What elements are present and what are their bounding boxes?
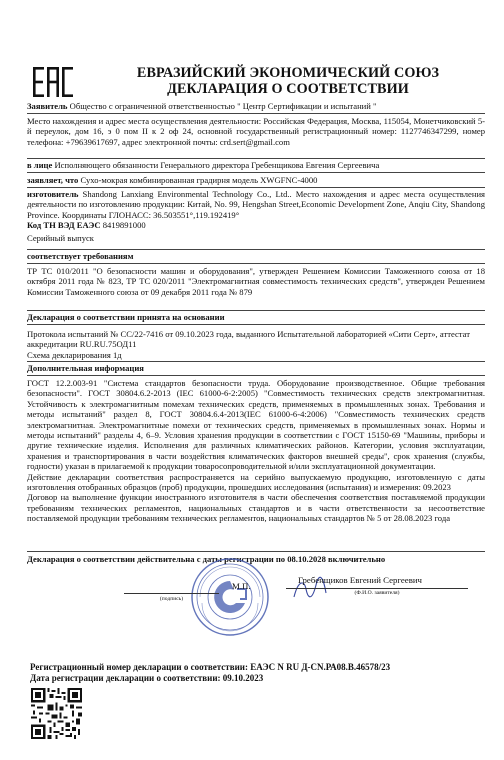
applicant-value: Общество с ограниченной ответственностью " Центр Сертификации и испытаний ": [67, 101, 377, 111]
manufacturer-block: [27, 189, 485, 243]
requirements-block: [27, 251, 485, 261]
signature-caption: (подпись): [159, 596, 184, 602]
divider: [27, 187, 485, 188]
divider: [27, 263, 485, 264]
validity-text: Декларация о соответствии действительна с даты регистрации по 08.10.2028 включительно: [27, 554, 386, 564]
applicant-label: Заявитель: [27, 101, 68, 111]
document-title: [78, 66, 498, 97]
additional-validity-scope: Действие декларации соответствия распространяется на серийно выпускаемую продукцию, изготовленную с даты изготовления отобранных образцов (проб) продукции, прошедших исследования (испытания) и измерения: 09.2023: [27, 471, 485, 493]
product-row: [27, 175, 485, 185]
divider: [27, 361, 485, 362]
divider: [27, 158, 485, 159]
divider: [27, 551, 485, 552]
tnved-value: 8419891000: [100, 220, 146, 231]
address-text: Место нахождения и адрес места осуществления деятельности: Российская Федерация, Москва, 115054, Монетчиковский 5-й переулок, дом 16, э 0 пом II к 2 оф 24, основной государственный регистрационный номер: 1127746347299, номер телефона: +79639617697, адрес электронной почты: crd.sert@gmail.com: [27, 116, 485, 147]
additional-contract: Договор на выполнение функции иностранного изготовителя в части обеспечения соответствия поставляемой продукции требованиям технических регламентов, национальных стандартов и в части ответственности за несоответствие поставляемой продукции требованиям технических регламентов, национальных стандартов № 5 от 28.08.2023 года: [27, 492, 485, 524]
person-label: в лице: [27, 160, 53, 170]
requirements-heading: соответствует требованиям: [27, 251, 134, 261]
tnved-label: Код ТН ВЭД ЕАЭС: [27, 220, 101, 231]
title-line-declaration: ДЕКЛАРАЦИЯ О СООТВЕТСТВИИ: [167, 80, 409, 97]
eac-logo: [32, 66, 76, 98]
basis-heading-row: [27, 312, 485, 322]
basis-protocol: Протокола испытаний № СС/22-7416 от 09.10.2023 года, выданного Испытательной лабораторией «Сити Серт», аттестат аккредитации RU.RU.75ОД11: [27, 329, 471, 350]
divider: [27, 249, 485, 250]
product-value: Сухо-мокрая комбинированная градирня модель XWGFNC-4000: [78, 175, 318, 185]
registration-number: Регистрационный номер декларации о соответствии: ЕАЭС N RU Д-CN.РА08.В.46578/23: [30, 662, 391, 672]
additional-heading-row: [27, 363, 485, 373]
basis-block: [27, 329, 485, 360]
divider: [27, 310, 485, 311]
additional-standards: ГОСТ 12.2.003-91 "Система стандартов безопасности труда. Оборудование производственное. Общие требования безопасности". ГОСТ 30804.6.2-2013 (IEC 61000-6-2:2005) "Совместимость технических средств электромагнитная. Устойчивость к электромагнитным помехам технических средств, применяемых в промышленных зонах. Требования и методы испытаний" раздел 8, ГОСТ 30804.6.4-2013(IEC 61000-6-4:2006) "Совместимость технических средств электромагнитная. Электромагнитные помехи от технических средств, применяемых в промышленных зонах. Нормы и методы испытаний" разделы 4, 6–9. Условия хранения продукции в соответствии с ГОСТ 15150-69 "Машины, приборы и другие технические изделия. Исполнения для различных климатических районов. Категории, условия эксплуатации, хранения и транспортирования в части воздействия климатических факторов внешней среды", срок хранения (службы, годности) указан в прилагаемой к продукции товаросопроводительной и/или эксплуатационной документации.: [27, 378, 485, 472]
signature-line: [124, 593, 219, 594]
qr-code: [31, 688, 82, 739]
basis-scheme: Схема декларирования 1д: [27, 349, 122, 360]
requirements-text: ТР ТС 010/2011 "О безопасности машин и оборудования", утвержден Решением Комиссии Таможенного союза от 18 октября 2011 года № 823, ТР ТС 020/2011 "Электромагнитная совместимость технических средств", утвержден Решением Комиссии Таможенного союза от 09 декабря 2011 года № 879: [27, 266, 485, 297]
person-row: [27, 160, 485, 170]
basis-heading: Декларация о соответствии принята на основании: [27, 312, 225, 322]
divider: [27, 324, 485, 325]
serial-text: Серийный выпуск: [27, 232, 94, 243]
divider: [27, 172, 485, 173]
additional-heading: Дополнительная информация: [27, 363, 144, 373]
additional-block: [27, 378, 485, 524]
registration-date: Дата регистрации декларации о соответствии: 09.10.2023: [30, 673, 264, 683]
address-block: [27, 116, 485, 147]
person-value: Исполняющего обязанности Генерального директора Гребенщикова Евгения Сергеевича: [52, 160, 380, 170]
divider: [27, 375, 485, 376]
name-line: [286, 588, 468, 589]
divider: [27, 113, 485, 114]
title-line-union: ЕВРАЗИЙСКИЙ ЭКОНОМИЧЕСКИЙ СОЮЗ: [136, 65, 440, 81]
signatory-name: Гребенщиков Евгений Сергеевич: [298, 575, 422, 585]
declares-label: заявляет, что: [27, 175, 79, 185]
name-caption: (Ф.И.О. заявителя): [354, 590, 400, 596]
stamp-place-label: М.П.: [232, 581, 251, 591]
manufacturer-label: изготовитель: [27, 189, 79, 199]
applicant-row: [27, 101, 485, 111]
manufacturer-value: Shandong Lanxiang Environmental Technology Co., Ltd.. Место нахождения и адрес места осуществления деятельности по изготовлению продукции: Китай, No. 99, Hengshan Street,Economic Development Zone, Anqiu City, Shandong Province. Координаты ГЛОНАСС: 36.503551°,119.192419°: [27, 189, 485, 220]
requirements-text-block: [27, 266, 485, 297]
